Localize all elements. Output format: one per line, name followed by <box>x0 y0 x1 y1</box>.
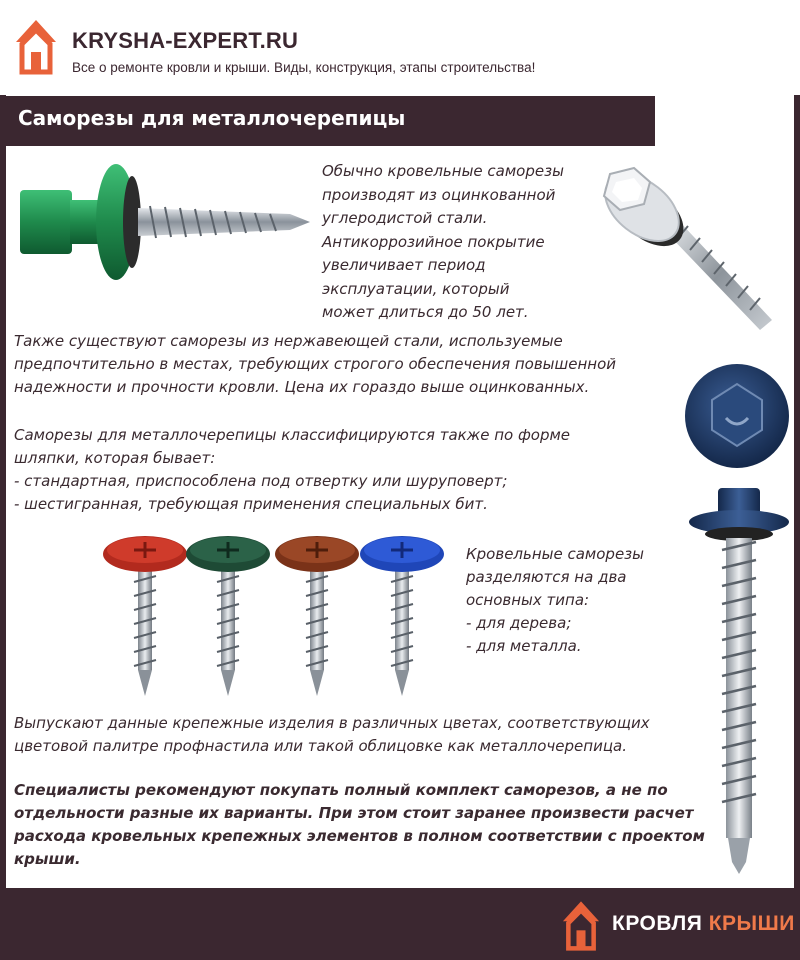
stainless-paragraph <box>14 330 674 399</box>
text-line: увеличивает период <box>322 256 486 274</box>
colors-paragraph <box>14 712 714 758</box>
text-line: разделяются на два <box>466 568 627 586</box>
text-line: надежности и прочности кровли. Цена их гораздо выше оцинкованных. <box>14 378 590 396</box>
footer-brand-word2: КРЫШИ <box>708 912 795 935</box>
text-line: - для дерева; <box>466 614 572 632</box>
text-line: - стандартная, приспособлена под отвертку или шуруповерт; <box>14 472 508 490</box>
types-paragraph <box>466 543 686 658</box>
white-roof-screw-image <box>582 160 782 335</box>
text-line: расхода кровельных крепежных элементов в полном соответствии с проектом <box>14 827 705 845</box>
text-line: шляпки, которая бывает: <box>14 449 216 467</box>
house-logo-icon[interactable] <box>12 14 60 76</box>
text-line: отдельности разные их варианты. При этом стоит заранее произвести расчет <box>14 804 694 822</box>
text-line: основных типа: <box>466 591 590 609</box>
dark-green-screw <box>186 536 270 696</box>
recommendation-paragraph <box>14 779 714 871</box>
green-roof-screw-image <box>20 160 320 285</box>
text-line: может длиться до 50 лет. <box>322 303 529 321</box>
text-line: цветовой палитре профнастила или такой облицовке как металлочерепица. <box>14 737 627 755</box>
text-line: углеродистой стали. <box>322 209 488 227</box>
title-bar <box>0 96 655 146</box>
colored-screws-image <box>100 530 450 700</box>
text-line: - для металла. <box>466 637 582 655</box>
text-line: Кровельные саморезы <box>466 545 644 563</box>
text-line: крыши. <box>14 850 81 868</box>
footer-brand[interactable] <box>612 912 795 936</box>
page-title: Саморезы для металлочерепицы <box>18 106 406 130</box>
text-line: эксплуатации, который <box>322 279 510 298</box>
site-tagline: Все о ремонте кровли и крыши. Виды, конструкция, этапы строительства! <box>72 60 536 75</box>
text-line: Также существуют саморезы из нержавеющей стали, используемые <box>14 332 563 350</box>
site-name[interactable]: KRYSHA-EXPERT.RU <box>72 28 299 53</box>
intro-paragraph <box>322 160 582 325</box>
brown-screw <box>275 536 359 696</box>
text-line: - шестигранная, требующая применения специальных бит. <box>14 495 488 513</box>
text-line: Обычно кровельные саморезы <box>322 162 564 180</box>
text-line: Специалисты рекомендуют покупать полный комплект саморезов, а не по <box>14 781 668 799</box>
house-logo-icon[interactable] <box>558 896 604 952</box>
text-line: Выпускают данные крепежные изделия в различных цветах, соответствующих <box>14 714 650 732</box>
blue-screw-head-image <box>682 360 792 472</box>
text-line: Антикоррозийное покрытие <box>322 232 545 251</box>
text-line: Саморезы для металлочерепицы классифицируются также по форме <box>14 426 571 444</box>
blue-screw <box>360 536 444 696</box>
footer-brand-word1: КРОВЛЯ <box>612 912 703 935</box>
red-screw <box>103 536 187 696</box>
text-line: предпочтительно в местах, требующих строгого обеспечения повышенной <box>14 355 617 373</box>
site-header <box>0 0 800 95</box>
text-line: производят из оцинкованной <box>322 185 556 204</box>
head-types-paragraph <box>14 424 654 516</box>
